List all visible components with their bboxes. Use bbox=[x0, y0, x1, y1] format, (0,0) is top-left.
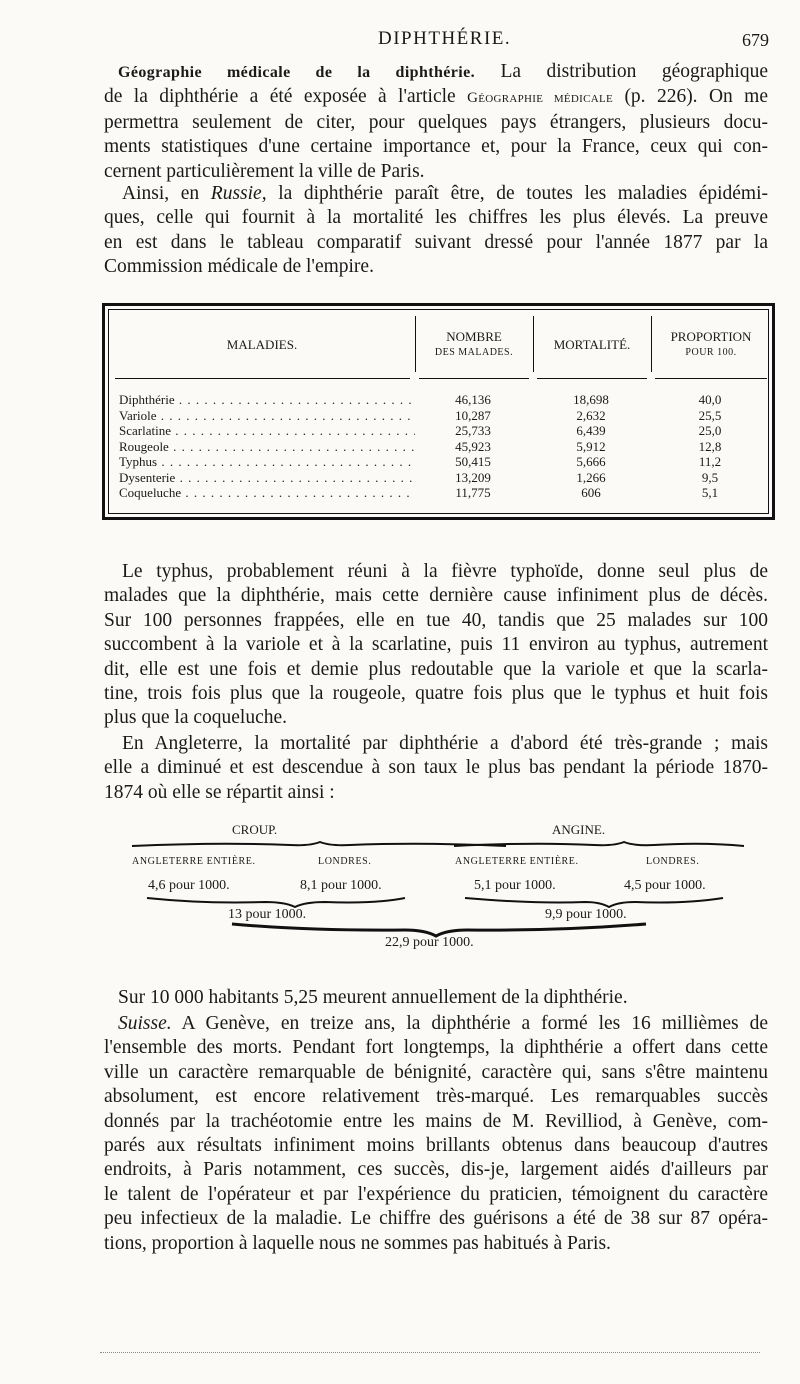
cell-maladie: Coqueluche . . . bbox=[119, 485, 415, 501]
header-maladies: MALADIES. bbox=[226, 337, 298, 352]
cell-nombre: 45,923 bbox=[455, 438, 491, 454]
cell-mortalite: 606 bbox=[581, 485, 601, 500]
schema-caption: LONDRES. bbox=[318, 856, 372, 867]
text-line: En Angleterre, la mortalité par diphthérie a d'abord été très-grande ; mais bbox=[122, 733, 768, 754]
text-line: malades que la diphthérie, mais cette dernière cause infiniment plus de décès. bbox=[104, 585, 768, 607]
paragraph-geographie bbox=[104, 60, 768, 184]
text-line: tine, trois fois plus que la rougeole, quatre fois plus que le typhus et huit fois bbox=[104, 683, 768, 705]
cell-proportion: 5,1 bbox=[701, 485, 719, 500]
cell-nombre: 13,209 bbox=[455, 469, 491, 485]
cell-proportion: 11,2 bbox=[698, 454, 722, 469]
schema-subtotal: 9,9 pour 1000. bbox=[545, 907, 627, 922]
text-line: cernent particulièrement la ville de Paris. bbox=[104, 160, 425, 182]
article-reference: Géographie médicale bbox=[467, 90, 614, 107]
text-line: permettra seulement de citer, pour quelques pays étrangers, plusieurs docu- bbox=[104, 111, 768, 133]
cell-maladie: Diphthérie . . . bbox=[119, 392, 415, 408]
cell-maladie: Rougeole . . . bbox=[119, 439, 415, 455]
text-line: Commission médicale de l'empire. bbox=[104, 256, 374, 278]
schema-top-braces bbox=[130, 836, 750, 856]
text-line: plus que la coqueluche. bbox=[104, 707, 288, 729]
header-proportion: PROPORTION POUR 100. bbox=[670, 329, 752, 358]
paragraph-suisse bbox=[104, 1012, 768, 1256]
cell-maladie: Variole . . . bbox=[119, 408, 415, 424]
text-line: Sur 100 personnes frappées, elle en tue 40, tandis que 25 malades sur 100 bbox=[104, 609, 768, 631]
schema-angine-title: ANGINE. bbox=[552, 822, 606, 837]
header-underline bbox=[655, 378, 767, 379]
paragraph-typhus bbox=[104, 560, 768, 731]
table-row bbox=[109, 454, 768, 470]
page-number: 679 bbox=[742, 30, 769, 50]
cell-nombre: 10,287 bbox=[455, 407, 491, 423]
table-row bbox=[109, 485, 768, 501]
cell-proportion: 9,5 bbox=[701, 469, 719, 485]
table-row bbox=[109, 470, 768, 486]
cell-proportion: 12,8 bbox=[698, 438, 722, 454]
schema-croup-title: CROUP. bbox=[232, 822, 278, 837]
text-line: succombent à la variole et à la scarlatine, puis 11 environ au typhus, autrement bbox=[104, 634, 768, 656]
header-nombre: NOMBRE DES MALADES. bbox=[434, 329, 514, 358]
text-line: l'ensemble des morts. Pendant fort longtemps, la diphthérie a offert dans cette bbox=[104, 1037, 768, 1059]
disease-table bbox=[102, 303, 775, 520]
text-line: peu infectieux de la maladie. Le chiffre des guérisons a été de 38 sur 87 opéra- bbox=[104, 1208, 768, 1230]
text-line: elle a diminué et est descendue à son taux le plus bas pendant la période 1870- bbox=[104, 757, 768, 779]
page-header bbox=[0, 24, 800, 54]
cell-proportion: 25,5 bbox=[698, 407, 722, 423]
cell-mortalite: 18,698 bbox=[573, 392, 609, 407]
schema-value: 8,1 pour 1000. bbox=[300, 878, 382, 893]
schema-grand-total: 22,9 pour 1000. bbox=[385, 935, 474, 950]
cell-nombre: 46,136 bbox=[455, 392, 491, 407]
table-row bbox=[109, 423, 768, 439]
running-title: DIPHTHÉRIE. bbox=[378, 28, 512, 49]
cell-mortalite: 1,266 bbox=[576, 469, 606, 485]
text-line: de la diphthérie a été exposée à l'article Géographie médicale (p. 226). On me bbox=[104, 86, 768, 108]
text-line: absolument, est encore relativement très-marqué. Les remarquables succès bbox=[104, 1086, 768, 1108]
cell-mortalite: 5,912 bbox=[576, 438, 606, 454]
text-line: 1874 où elle se répartit ainsi : bbox=[104, 781, 335, 803]
text-line: en est dans le tableau comparatif suivant dressé pour l'année 1877 par la bbox=[104, 231, 768, 253]
table-row bbox=[109, 392, 768, 408]
cell-mortalite: 5,666 bbox=[576, 454, 606, 469]
text-line: tions, proportion à laquelle nous ne sommes pas habitués à Paris. bbox=[104, 1232, 611, 1254]
text-line: le talent de l'opérateur et par l'expérience du praticien, témoignent du caractère bbox=[104, 1183, 768, 1205]
schema-value: 4,6 pour 1000. bbox=[148, 878, 230, 893]
schema-caption: ANGLETERRE ENTIÈRE. bbox=[132, 856, 256, 867]
cell-mortalite: 6,439 bbox=[576, 423, 606, 438]
header-underline bbox=[537, 378, 647, 379]
table-frame bbox=[108, 309, 769, 514]
text-line: ville un caractère remarquable de bénignité, caractère qui, sans s'être maintenu bbox=[104, 1061, 768, 1083]
schema-caption: ANGLETERRE ENTIÈRE. bbox=[455, 856, 579, 867]
country-label: Suisse. bbox=[118, 1013, 172, 1034]
schema-value: 5,1 pour 1000. bbox=[474, 878, 556, 893]
text-line: ments statistiques d'une certaine importance et, pour la France, ceux qui con- bbox=[104, 136, 768, 158]
column-divider bbox=[651, 316, 652, 372]
bleed-through-line bbox=[100, 1352, 760, 1353]
cell-proportion: 25,0 bbox=[698, 423, 722, 438]
paragraph-habitants bbox=[104, 986, 768, 1010]
header-underline bbox=[115, 378, 410, 379]
text-line: Le typhus, probablement réuni à la fièvre typhoïde, donne seul plus de bbox=[122, 561, 768, 582]
text-line: parés aux résultats infiniment moins brillants obtenus dans beaucoup d'autres bbox=[104, 1135, 768, 1157]
column-divider bbox=[415, 316, 416, 372]
cell-proportion: 40,0 bbox=[698, 392, 722, 407]
paragraph-angleterre bbox=[104, 732, 768, 805]
schema-subtotal: 13 pour 1000. bbox=[228, 907, 307, 922]
cell-maladie: Dysenterie . . . bbox=[119, 470, 415, 486]
cell-maladie: Typhus . . . bbox=[119, 454, 415, 470]
header-mortalite: MORTALITÉ. bbox=[553, 337, 631, 352]
text-line: endroits, à Paris notamment, ces succès, dis-je, largement aidés d'ailleurs par bbox=[104, 1159, 768, 1181]
table-row bbox=[109, 439, 768, 455]
text-line: Géographie médicale de la diphthérie. La distribution géographique bbox=[118, 61, 768, 82]
cell-nombre: 50,415 bbox=[455, 454, 491, 469]
section-heading: Géographie médicale de la diphthérie. bbox=[118, 64, 476, 81]
text-line: dit, elle est une fois et demie plus redoutable que la variole et que la scarla- bbox=[104, 658, 768, 680]
text-line: ques, celle qui fournit à la mortalité les chiffres les plus élevés. La preuve bbox=[104, 207, 768, 229]
cell-mortalite: 2,632 bbox=[576, 407, 606, 423]
cell-nombre: 11,775 bbox=[455, 485, 491, 500]
header-underline bbox=[419, 378, 529, 379]
text-line: Ainsi, en Russie, la diphthérie paraît être, de toutes les maladies épidémi- bbox=[122, 183, 769, 204]
cell-nombre: 25,733 bbox=[455, 423, 491, 438]
paragraph-russie bbox=[104, 182, 768, 280]
text-line: Suisse. A Genève, en treize ans, la diphthérie a formé les 16 millièmes de bbox=[118, 1013, 768, 1034]
schema-value: 4,5 pour 1000. bbox=[624, 878, 706, 893]
text-line: donnés par la trachéotomie entre les mains de M. Revilliod, à Genève, com- bbox=[104, 1110, 768, 1132]
table-row bbox=[109, 408, 768, 424]
text-line: Sur 10 000 habitants 5,25 meurent annuellement de la diphthérie. bbox=[118, 987, 628, 1008]
column-divider bbox=[533, 316, 534, 372]
cell-maladie: Scarlatine . . . bbox=[119, 423, 415, 439]
schema-caption: LONDRES. bbox=[646, 856, 700, 867]
